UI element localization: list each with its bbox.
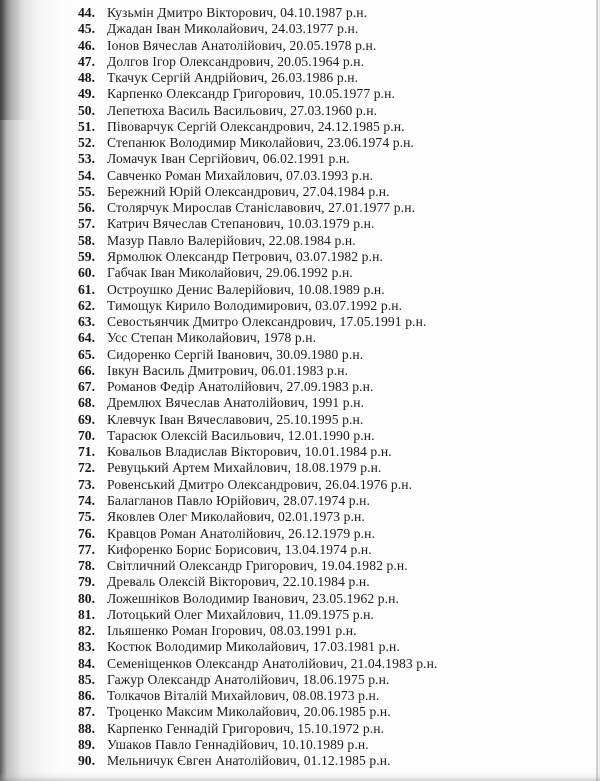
entry-number: 77.: [78, 541, 95, 557]
bottom-scan-band: [0, 772, 600, 781]
entry-text: Ломачук Іван Сергійович, 06.02.1991 р.н.: [107, 151, 350, 167]
entry-number: 73.: [78, 476, 95, 492]
entry-text: Івкун Василь Дмитрович, 06.01.1983 р.н.: [107, 362, 349, 378]
entry-number: 62.: [78, 297, 95, 313]
entry-number: 50.: [78, 102, 95, 118]
entry-text: Кифоренко Борис Борисович, 13.04.1974 р.н.: [107, 541, 372, 557]
entry-text: Древаль Олексій Вікторович, 22.10.1984 р.н.: [107, 574, 370, 590]
entry-text: Мазур Павло Валерійович, 22.08.1984 р.н.: [107, 232, 356, 248]
entry-number: 65.: [78, 346, 95, 362]
list-item: [0, 151, 600, 167]
entry-number: 54.: [78, 167, 95, 183]
entry-number: 63.: [78, 314, 95, 330]
entry-text: Карпенко Олександр Григорович, 10.05.1977 р.н.: [107, 86, 395, 102]
entry-text: Савченко Роман Михайлович, 07.03.1993 р.н.: [107, 167, 374, 183]
entry-text: Лепетюха Василь Васильович, 27.03.1960 р.н.: [107, 102, 378, 118]
list-item: [0, 298, 600, 314]
list-item: [0, 526, 600, 542]
entry-text: Дремлюх Вячеслав Анатолійович, 1991 р.н.: [107, 395, 365, 411]
entry-number: 53.: [78, 151, 95, 167]
list-item: [0, 395, 600, 411]
entry-text: Мельничук Євген Анатолійович, 01.12.1985 р.н.: [107, 753, 391, 769]
entry-text: Ровенський Дмитро Олександрович, 26.04.1976 р.н.: [107, 476, 413, 492]
entry-text: Тарасюк Олексій Васильович, 12.01.1990 р.н.: [107, 427, 375, 443]
entry-text: Ковальов Владислав Вікторович, 10.01.1984 р.н.: [107, 444, 392, 460]
entry-text: Троценко Максим Миколайович, 20.06.1985 р.н.: [107, 704, 391, 720]
list-item: [0, 70, 600, 86]
entry-text: Світличний Олександр Григорович, 19.04.1982 р.н.: [107, 558, 408, 574]
list-item: [0, 86, 600, 102]
entry-text: Романов Федір Анатолійович, 27.09.1983 р.н.: [107, 379, 374, 395]
list-item: [0, 493, 600, 509]
entry-text: Джадан Іван Миколайович, 24.03.1977 р.н.: [107, 21, 359, 37]
entry-number: 80.: [78, 590, 95, 606]
list-item: [0, 623, 600, 639]
entry-text: Катрич Вячеслав Степанович, 10.03.1979 р.н.: [107, 216, 375, 232]
entry-text: Костюк Володимир Миколайович, 17.03.1981 р.н.: [107, 639, 400, 655]
list-item: [0, 737, 600, 753]
name-list: [0, 5, 600, 769]
entry-text: Остроушко Денис Валерійович, 10.08.1989 р.н.: [107, 281, 385, 297]
entry-number: 76.: [78, 525, 95, 541]
entry-text: Клевчук Іван Вячеславович, 25.10.1995 р.н.: [107, 411, 364, 427]
entry-number: 45.: [78, 21, 95, 37]
list-item: [0, 542, 600, 558]
entry-number: 74.: [78, 492, 95, 508]
list-item: [0, 119, 600, 135]
entry-text: Ушаков Павло Геннадійович, 10.10.1989 р.н.: [107, 736, 369, 752]
entry-number: 47.: [78, 53, 95, 69]
entry-number: 52.: [78, 135, 95, 151]
entry-number: 82.: [78, 623, 95, 639]
entry-text: Гажур Олександр Анатолійович, 18.06.1975 р.н.: [107, 671, 390, 687]
entry-text: Усс Степан Миколайович, 1978 р.н.: [107, 330, 317, 346]
list-item: [0, 216, 600, 232]
entry-number: 79.: [78, 574, 95, 590]
entry-number: 66.: [78, 362, 95, 378]
list-item: [0, 314, 600, 330]
entry-text: Долгов Ігор Олександрович, 20.05.1964 р.н.: [107, 53, 365, 69]
entry-number: 51.: [78, 118, 95, 134]
entry-text: Толкачов Віталій Михайлович, 08.08.1973 р.н.: [107, 688, 380, 704]
entry-text: Габчак Іван Миколайович, 29.06.1992 р.н.: [107, 265, 353, 281]
entry-text: Балагланов Павло Юрійович, 28.07.1974 р.н.: [107, 492, 371, 508]
list-item: [0, 330, 600, 346]
entry-number: 88.: [78, 720, 95, 736]
list-item: [0, 509, 600, 525]
list-item: [0, 721, 600, 737]
entry-number: 60.: [78, 265, 95, 281]
entry-text: Степанюк Володимир Миколайович, 23.06.1974 р.н.: [107, 135, 414, 151]
list-item: [0, 347, 600, 363]
list-item: [0, 753, 600, 769]
entry-number: 83.: [78, 639, 95, 655]
entry-number: 59.: [78, 248, 95, 264]
entry-number: 58.: [78, 232, 95, 248]
list-item: [0, 363, 600, 379]
list-item: [0, 672, 600, 688]
entry-text: Тимощук Кирило Володимирович, 03.07.1992 р.н.: [107, 297, 403, 313]
entry-number: 64.: [78, 330, 95, 346]
entry-number: 67.: [78, 379, 95, 395]
list-item: [0, 233, 600, 249]
list-item: [0, 591, 600, 607]
entry-number: 75.: [78, 509, 95, 525]
list-item: [0, 54, 600, 70]
list-item: [0, 607, 600, 623]
list-item: [0, 249, 600, 265]
entry-text: Сидоренко Сергій Іванович, 30.09.1980 р.н.: [107, 346, 364, 362]
list-item: [0, 21, 600, 37]
entry-number: 72.: [78, 460, 95, 476]
entry-text: Кравцов Роман Анатолійович, 26.12.1979 р.н.: [107, 525, 376, 541]
entry-number: 56.: [78, 200, 95, 216]
entry-text: Карпенко Геннадій Григорович, 15.10.1972 р.н.: [107, 720, 385, 736]
entry-number: 61.: [78, 281, 95, 297]
entry-text: Лотоцький Олег Михайлович, 11.09.1975 р.н.: [107, 606, 375, 622]
entry-text: Столярчук Мирослав Станіславович, 27.01.1977 р.н.: [107, 200, 416, 216]
list-item: [0, 688, 600, 704]
entry-text: Іонов Вячеслав Анатолійович, 20.05.1978 р.н.: [107, 37, 377, 53]
entry-text: Кузьмін Дмитро Вікторович, 04.10.1987 р.н.: [107, 5, 368, 20]
entry-text: Ткачук Сергій Андрійович, 26.03.1986 р.н.: [107, 70, 359, 86]
entry-number: 85.: [78, 671, 95, 687]
entry-number: 90.: [78, 753, 95, 769]
entry-number: 57.: [78, 216, 95, 232]
entry-number: 48.: [78, 70, 95, 86]
list-item: [0, 460, 600, 476]
entry-number: 70.: [78, 427, 95, 443]
entry-number: 69.: [78, 411, 95, 427]
entry-number: 78.: [78, 558, 95, 574]
entry-number: 84.: [78, 655, 95, 671]
entry-number: 49.: [78, 86, 95, 102]
list-item: [0, 103, 600, 119]
entry-text: Ярмолюк Олександр Петрович, 03.07.1982 р.н.: [107, 248, 383, 264]
list-item: [0, 282, 600, 298]
entry-text: Яковлев Олег Миколайович, 02.01.1973 р.н.: [107, 509, 365, 525]
list-item: [0, 412, 600, 428]
list-item: [0, 558, 600, 574]
entry-number: 55.: [78, 183, 95, 199]
entry-text: Бережний Юрій Олександрович, 27.04.1984 р.н.: [107, 183, 390, 199]
list-item: [0, 428, 600, 444]
entry-number: 44.: [78, 5, 95, 20]
list-item: [0, 704, 600, 720]
list-item: [0, 5, 600, 21]
list-item: [0, 265, 600, 281]
entry-text: Ільяшенко Роман Ігорович, 08.03.1991 р.н.: [107, 623, 357, 639]
list-item: [0, 38, 600, 54]
entry-text: Семеніщенков Олександр Анатолійович, 21.04.1983 р.н.: [107, 655, 438, 671]
entry-number: 71.: [78, 444, 95, 460]
list-item: [0, 477, 600, 493]
list-item: [0, 379, 600, 395]
entry-text: Севостьянчик Дмитро Олександрович, 17.05.1991 р.н.: [107, 314, 427, 330]
entry-text: Ревуцький Артем Михайлович, 18.08.1979 р.н.: [107, 460, 382, 476]
list-item: [0, 135, 600, 151]
list-item: [0, 574, 600, 590]
entry-number: 46.: [78, 37, 95, 53]
list-item: [0, 639, 600, 655]
entry-number: 81.: [78, 606, 95, 622]
list-item: [0, 444, 600, 460]
entry-number: 68.: [78, 395, 95, 411]
entry-text: Ложешніков Володимир Іванович, 23.05.1962 р.н.: [107, 590, 400, 606]
entry-number: 87.: [78, 704, 95, 720]
entry-number: 86.: [78, 688, 95, 704]
entry-number: 89.: [78, 736, 95, 752]
list-item: [0, 656, 600, 672]
entry-text: Півоварчук Сергій Олександрович, 24.12.1985 р.н.: [107, 118, 405, 134]
list-item: [0, 184, 600, 200]
list-item: [0, 200, 600, 216]
list-item: [0, 168, 600, 184]
